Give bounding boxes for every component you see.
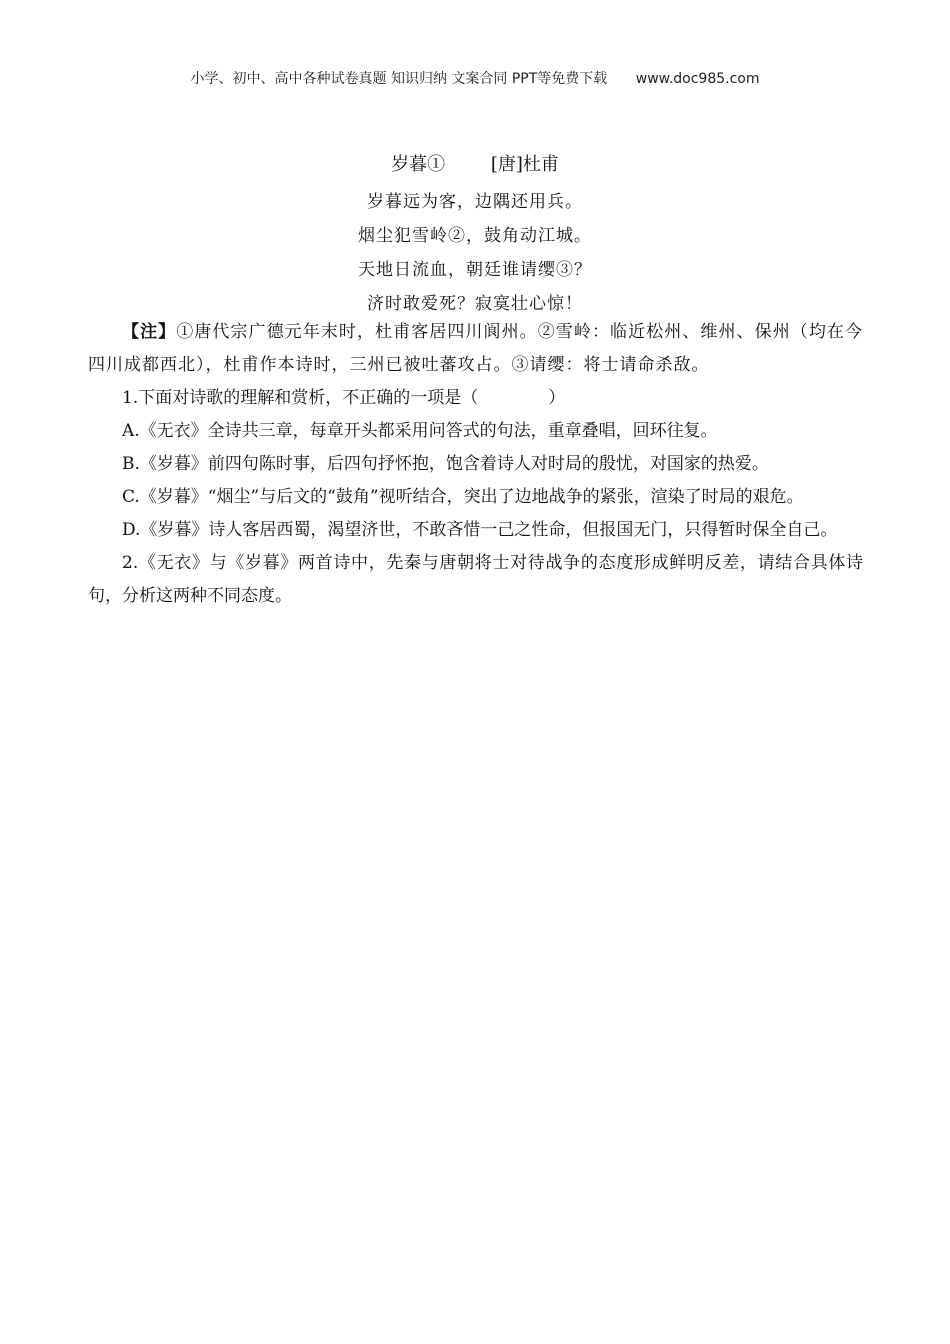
question-1-text: 1.下面对诗歌的理解和赏析，不正确的一项是（ — [122, 388, 479, 408]
poem-author: [唐]杜甫 — [490, 154, 559, 175]
header-text: 小学、初中、高中各种试卷真题 知识归纳 文案合同 PPT等免费下载 — [190, 71, 608, 87]
annotation-note — [88, 316, 863, 382]
question-content — [88, 316, 863, 613]
option-b: B.《岁暮》前四句陈时事，后四句抒怀抱，饱含着诗人对时局的殷忧，对国家的热爱。 — [122, 454, 769, 474]
option-c: C.《岁暮》“烟尘”与后文的“鼓角”视听结合，突出了边地战争的紧张，渲染了时局的艰危。 — [122, 487, 804, 507]
poem-line: 天地日流血，朝廷谁请缨③？ — [358, 260, 592, 280]
poem-line: 济时敢爱死？寂寞壮心惊！ — [367, 294, 583, 314]
poem-body — [0, 185, 950, 321]
poem-title: 岁暮① — [391, 154, 446, 175]
header-url[interactable]: www.doc985.com — [635, 71, 760, 87]
note-tag: 【注】 — [122, 322, 177, 342]
poem-line: 烟尘犯雪岭②，鼓角动江城。 — [358, 226, 592, 246]
question-1-stem — [88, 382, 863, 415]
question-2: 2.《无衣》与《岁暮》两首诗中，先秦与唐朝将士对待战争的态度形成鲜明反差，请结合具体诗句，分析这两种不同态度。 — [88, 553, 863, 606]
poem-line: 岁暮远为客，边隅还用兵。 — [367, 192, 583, 212]
question-1-close: ） — [548, 388, 566, 408]
option-d: D.《岁暮》诗人客居西蜀，渴望济世，不敢吝惜一己之性命，但报国无门，只得暂时保全自己。 — [122, 520, 838, 540]
page-header — [0, 68, 950, 88]
poem-title-line — [0, 150, 950, 176]
note-text: ①唐代宗广德元年末时，杜甫客居四川阆州。②雪岭：临近松州、维州、保州（均在今四川成都西北），杜甫作本诗时，三州已被吐蕃攻占。③请缨：将士请命杀敌。 — [88, 322, 864, 375]
option-a: A.《无衣》全诗共三章，每章开头都采用问答式的句法，重章叠唱，回环往复。 — [122, 421, 718, 441]
